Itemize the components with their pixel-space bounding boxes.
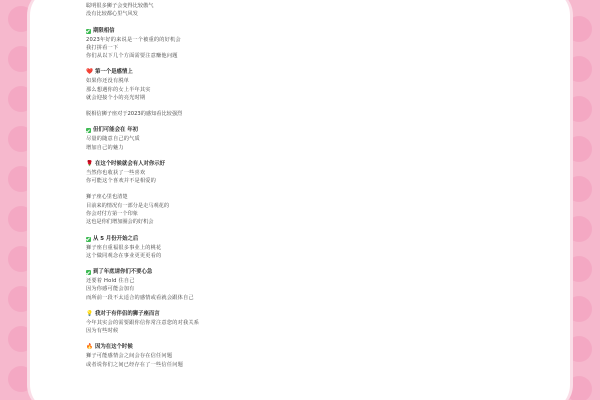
paragraph-line: 聪明很多狮子会变得比较傲气 [86, 3, 154, 9]
paragraph-block [86, 193, 514, 227]
paragraph-block [86, 110, 514, 118]
paragraph-line: 狮子座自重福很多事业上的桃花 [86, 244, 162, 251]
heading-text: 第一个是感情上 [94, 69, 133, 76]
paragraph-line: 尽量的随意自己的气质 [86, 136, 140, 143]
paragraph-heading [86, 126, 514, 135]
paragraph-line: 增加自己的魅力 [86, 144, 124, 151]
paragraph-block [86, 268, 514, 302]
paragraph-block [86, 68, 514, 102]
paragraph-line: 那么想遇你的女上半年其实 [86, 86, 151, 93]
paragraph-heading [86, 27, 514, 36]
paragraph-heading [86, 268, 514, 277]
heading-text: 从 5 月份开始之后 [93, 235, 139, 242]
paragraph-line: 你会对付方第一个印象 [86, 211, 138, 218]
decorative-left-border [0, 0, 70, 400]
paragraph-line: 就会迎接个小的亮光时期 [86, 94, 146, 101]
paragraph-heading [86, 310, 514, 319]
paragraph-heading [86, 343, 514, 352]
check-icon [86, 237, 91, 242]
paragraph-line: 我打拼看一下 [86, 45, 119, 52]
heading-text: 但们可能会在 年初 [93, 127, 139, 134]
heading-text: 在这个时候就会有人对你示好 [94, 160, 166, 167]
paragraph-line: 因为有些时候 [86, 328, 119, 335]
paragraph-line: 而所前一段不太适合的感情或看就会跟体自己 [86, 294, 194, 301]
paragraph-line: 这也是你们增加圈会的好机会 [86, 219, 154, 226]
paragraph-line: 脱相信狮子座对于2023的感知看比较强烈 [86, 111, 183, 118]
paragraph-block [86, 27, 514, 61]
check-icon [86, 29, 91, 34]
paragraph-line: 当然你也收获了一些喜欢 [86, 169, 146, 176]
paragraph-block [86, 343, 514, 368]
paragraph-line: 今年其实会的需要跟你信你常注意您的对我关系 [86, 319, 200, 326]
paragraph-line: 还要着 Hold 住自己 [86, 278, 135, 285]
paragraph-block [86, 2, 514, 19]
heart-icon: ❤️ [86, 69, 93, 76]
rose-icon: 🌹 [86, 160, 93, 167]
paragraph-line: 狮子座心里也清楚 [86, 194, 128, 201]
heading-text: 因为在这个时候 [94, 344, 133, 351]
document-body [86, 0, 514, 400]
paragraph-block [86, 126, 514, 151]
paragraph-line: 如果你还没有脱单 [86, 78, 130, 85]
paragraph-heading [86, 160, 514, 169]
decorative-right-border [530, 0, 600, 400]
paragraph-block [86, 160, 514, 185]
paragraph-line: 你们从以下几个方面需要注意赚他问题 [86, 53, 178, 60]
fire-icon: 🔥 [86, 344, 93, 350]
paragraph-heading [86, 68, 514, 77]
paragraph-block [86, 310, 514, 335]
heading-text: 我对于有伴侣的狮子座而言 [94, 310, 160, 317]
paragraph-block [86, 235, 514, 260]
paragraph-line: 2023年好的来说是一个被重的的好机会 [86, 36, 181, 43]
paragraph-line: 或者说你们之间已经存在了一些信任问题 [86, 361, 183, 368]
paragraph-line: 没有比较都心里气风发 [86, 11, 138, 18]
bulb-icon: 💡 [86, 310, 93, 317]
heading-text: 到了年底请你们不要心急 [93, 269, 153, 276]
check-icon [86, 270, 91, 275]
paragraph-line: 因为你感可能会加有 [86, 286, 135, 293]
paragraph-line: 目前来的情况有一部分是走马观花的 [86, 202, 170, 209]
paragraph-line: 狮子可能感情会之间会存在信任问题 [86, 353, 173, 360]
paragraph-heading [86, 235, 514, 244]
check-icon [86, 128, 91, 133]
heading-text: 期限相信 [93, 27, 115, 34]
paragraph-line: 这个做同观念在事业更更更看的 [86, 253, 162, 260]
paragraph-line: 你可能这个喜欢并不是相爱的 [86, 178, 157, 185]
